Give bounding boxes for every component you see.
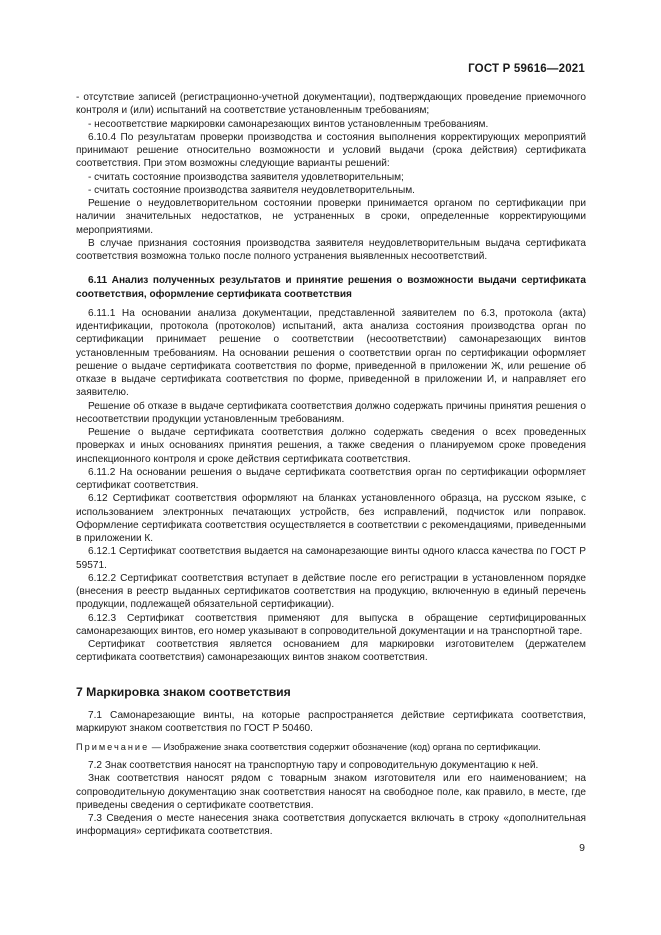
paragraph: - несоответствие маркировки самонарезающих винтов установленным требованиям. <box>88 118 489 130</box>
note-text: — Изображение знака соответствия содержит обозначение (код) органа по сертификации. <box>149 742 541 752</box>
paragraph: 6.12 Сертификат соответствия оформляют на бланках установленного образца, на русском языке, с использованием электронных печатающих устройств, без исправлений, подчисток или поправок. Оформление сертификата соответствия осуществляется в соответствии с рекомендациями, приведенными в приложении К. <box>76 493 586 544</box>
paragraph: 6.12.3 Сертификат соответствия применяют для выпуска в обращение сертифицированных самонарезающих винтов, его номер указывают в сопроводительной документации и на транспортной таре. <box>76 612 586 637</box>
paragraph: - считать состояние производства заявителя неудовлетворительным. <box>88 184 415 196</box>
document-body <box>76 91 586 839</box>
standard-designation: ГОСТ Р 59616—2021 <box>468 63 585 75</box>
paragraph: 7.2 Знак соответствия наносят на транспортную тару и сопроводительную документацию к ней. <box>88 760 539 771</box>
paragraph: 7.1 Самонарезающие винты, на которые распространяется действие сертификата соответствия, маркируют знаком соответствия по ГОСТ Р 50460. <box>76 709 586 734</box>
note-label: Примечание <box>76 742 150 752</box>
paragraph: Решение о выдаче сертификата соответствия должно содержать сведения о всех проведенных проверках и иных основаниях принятия решения, а также сведения о планируемом сроке проведения инспекционного контроля и сроке действия сертификата соответствия. <box>76 427 586 465</box>
paragraph: Сертификат соответствия является основанием для маркировки изготовителем (держателем сертификата соответствия) самонарезающих винтов знаком соответствия. <box>76 639 586 664</box>
paragraph: 6.11.2 На основании решения о выдаче сертификата соответствия орган по сертификации оформляет сертификат соответствия. <box>76 466 586 491</box>
paragraph: В случае признания состояния производства заявителя неудовлетворительным выдача сертификата соответствия возможна только после полного устранения выявленных несоответствий. <box>76 237 586 262</box>
paragraph: - отсутствие записей (регистрационно-учетной документации), подтверждающих проведение приемочного контроля и (или) испытаний на соответствие установленным требованиям; <box>76 92 586 117</box>
section-heading-7: 7 Маркировка знаком соответствия <box>76 684 291 699</box>
paragraph: 6.10.4 По результатам проверки производства и состояния выполнения корректирующих мероприятий принимают решение относительно возможности и условий выдачи (срока действия) сертификата соответствия. При этом возможны следующие варианты решений: <box>76 131 586 170</box>
paragraph: Решение об отказе в выдаче сертификата соответствия должно содержать причины принятия решения о несоответствии продукции установленным требованиям. <box>76 400 586 425</box>
paragraph: 6.12.2 Сертификат соответствия вступает в действие после его регистрации в установленном порядке (внесения в реестр выданных сертификатов соответствия на продукцию, включенную в единый перечень продукции, подлежащей обязательной сертификации). <box>76 572 586 611</box>
paragraph: Решение о неудовлетворительном состоянии проверки принимается органом по сертификации при наличии значительных недостатков, не устраненных в сроки, определенные корректирующими мероприятиями. <box>76 198 586 236</box>
page-number: 9 <box>579 842 585 854</box>
paragraph: 6.11.1 На основании анализа документации, представленной заявителем по 6.3, протокола (акта) идентификации, протокола (протоколов) испытаний, акта анализа состояния производства орган по сертификации принимает решение о соответствии (несоответствии) самонарезающих винтов установленным требованиям. На основании решения о соответствии орган по сертификации оформляет решение о выдаче сертификата соответствия по форме, приведенной в приложении Ж, или решение об отказе в выдаче сертификата соответствия по форме, приведенной в приложении И, и направляет его заявителю. <box>76 307 586 399</box>
paragraph: 6.12.1 Сертификат соответствия выдается на самонарезающие винты одного класса качества по ГОСТ Р 59571. <box>76 546 586 571</box>
note <box>76 741 586 754</box>
section-heading-6-11: 6.11 Анализ полученных результатов и принятие решения о возможности выдачи сертификата соответствия, оформление сертификата соответствия <box>76 275 586 300</box>
paragraph: - считать состояние производства заявителя удовлетворительным; <box>88 171 404 183</box>
paragraph: Знак соответствия наносят рядом с товарным знаком изготовителя или его наименованием; на сопроводительную документацию знак соответствия наносят на свободное поле, как правило, в месте, где приведены сведения о сертификате соответствия. <box>76 773 586 811</box>
paragraph: 7.3 Сведения о месте нанесения знака соответствия допускается включать в строку «дополнительная информация» сертификата соответствия. <box>76 813 586 838</box>
